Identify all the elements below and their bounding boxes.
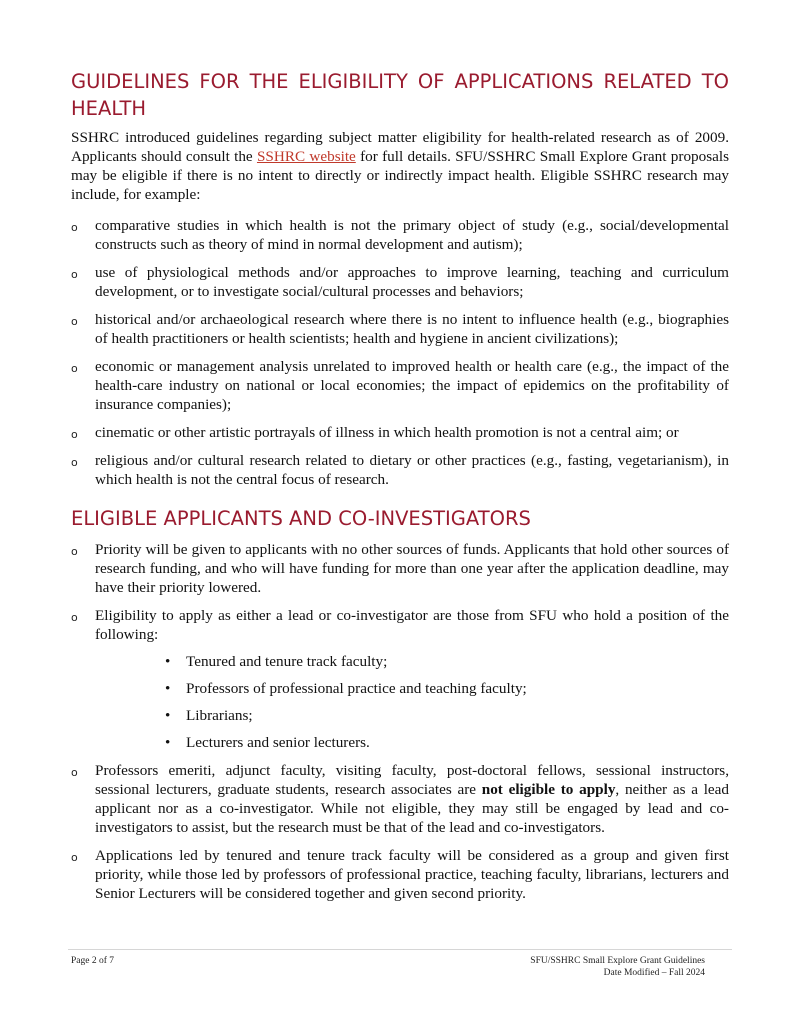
heading-line-2: HEALTH (71, 97, 147, 120)
list-item (71, 846, 729, 903)
circle-bullet-icon: o (71, 428, 78, 441)
list-item-text: Professors emeriti, adjunct faculty, visiting faculty, post-doctoral fellows, sessional instructors, sessional lecturers, graduate students, research associates are (95, 762, 729, 798)
circle-bullet-icon: o (71, 851, 78, 864)
circle-bullet-icon: o (71, 221, 78, 234)
footer-document-title: SFU/SSHRC Small Explore Grant Guidelines (530, 956, 705, 966)
list-item (71, 606, 729, 752)
section-heading-health-eligibility (71, 68, 729, 122)
circle-bullet-icon: o (71, 611, 78, 624)
position-text: Librarians; (186, 707, 253, 724)
list-item (71, 310, 729, 348)
sshrc-website-link[interactable]: SSHRC website (256, 148, 356, 165)
list-item (71, 357, 729, 414)
list-item-text: use of physiological methods and/or approaches to improve learning, teaching and curriculum development, or to investigate social/cultural processes and behaviors; (95, 264, 729, 300)
health-eligible-research-list (71, 216, 729, 489)
dot-bullet-icon: • (165, 707, 171, 724)
list-item-text: cinematic or other artistic portrayals of illness in which health promotion is not a central aim; or (95, 424, 679, 441)
circle-bullet-icon: o (71, 268, 78, 281)
position-text: Professors of professional practice and teaching faculty; (186, 680, 527, 697)
intro-text-start: SSHRC introduced guidelines regarding subject matter eligibility for health-related research as of 2009. Applicants should consult the (71, 129, 729, 165)
list-item-text: economic or management analysis unrelated to improved health or health care (e.g., the impact of the health-care industry on national or local economies; the impact of epidemics on the profitability of insurance companies); (95, 358, 729, 413)
circle-bullet-icon: o (71, 315, 78, 328)
list-item-text: Applications led by tenured and tenure track faculty will be considered as a group and given first priority, while those led by professors of professional practice, teaching faculty, librarians, lecturers and Senior Lecturers will be considered together and given second priority. (95, 847, 729, 902)
list-item-text: Priority will be given to applicants with no other sources of funds. Applicants that hold other sources of research funding, and who will have funding for more than one year after the application deadline, may have their priority lowered. (95, 541, 729, 596)
circle-bullet-icon: o (71, 766, 78, 779)
list-item (71, 423, 729, 442)
position-text: Lecturers and senior lecturers. (186, 734, 370, 751)
footer-date-modified: Date Modified – Fall 2024 (603, 968, 705, 978)
not-eligible-emphasis: not eligible to apply (481, 781, 616, 798)
list-item-text: historical and/or archaeological research where there is no intent to influence health (e.g., biographies of health practitioners or health scientists; health and hygiene in ancient civilizations); (95, 311, 729, 347)
circle-bullet-icon: o (71, 362, 78, 375)
eligible-applicants-list (71, 540, 729, 903)
position-item (95, 706, 729, 725)
footer-divider (68, 949, 732, 950)
list-item (71, 451, 729, 489)
list-item (71, 540, 729, 597)
position-item (95, 679, 729, 698)
heading-line-1: GUIDELINES FOR THE ELIGIBILITY OF APPLICATIONS RELATED TO (71, 70, 729, 93)
footer-page-number: Page 2 of 7 (71, 956, 115, 966)
position-item (95, 652, 729, 671)
footer-document-info (530, 955, 705, 979)
dot-bullet-icon: • (165, 653, 171, 670)
list-item (71, 761, 729, 837)
position-item (95, 733, 729, 752)
intro-text-end: for full details. SFU/SSHRC Small Explore Grant proposals may be eligible if there is no intent to directly or indirectly impact health. Eligible SSHRC research may include, for example: (71, 148, 730, 203)
circle-bullet-icon: o (71, 456, 78, 469)
list-item-text: , neither as a lead applicant nor as a co-investigator. While not eligible, they may still be engaged by lead and co-investigators to assist, but the research must be that of the lead and co-investigators. (95, 781, 730, 836)
list-item (71, 216, 729, 254)
circle-bullet-icon: o (71, 545, 78, 558)
list-item-text: religious and/or cultural research related to dietary or other practices (e.g., fasting, vegetarianism), in which health is not the central focus of research. (95, 452, 729, 488)
dot-bullet-icon: • (165, 734, 171, 751)
eligible-positions-list (95, 652, 729, 752)
list-item-text: comparative studies in which health is not the primary object of study (e.g., social/developmental constructs such as theory of mind in normal development and autism); (95, 217, 729, 253)
intro-paragraph (71, 128, 729, 204)
dot-bullet-icon: • (165, 680, 171, 697)
section-heading-eligible-applicants: ELIGIBLE APPLICANTS AND CO-INVESTIGATORS (71, 507, 531, 530)
list-item-text: Eligibility to apply as either a lead or co-investigator are those from SFU who hold a position of the following: (95, 607, 729, 643)
list-item (71, 263, 729, 301)
position-text: Tenured and tenure track faculty; (186, 653, 388, 670)
